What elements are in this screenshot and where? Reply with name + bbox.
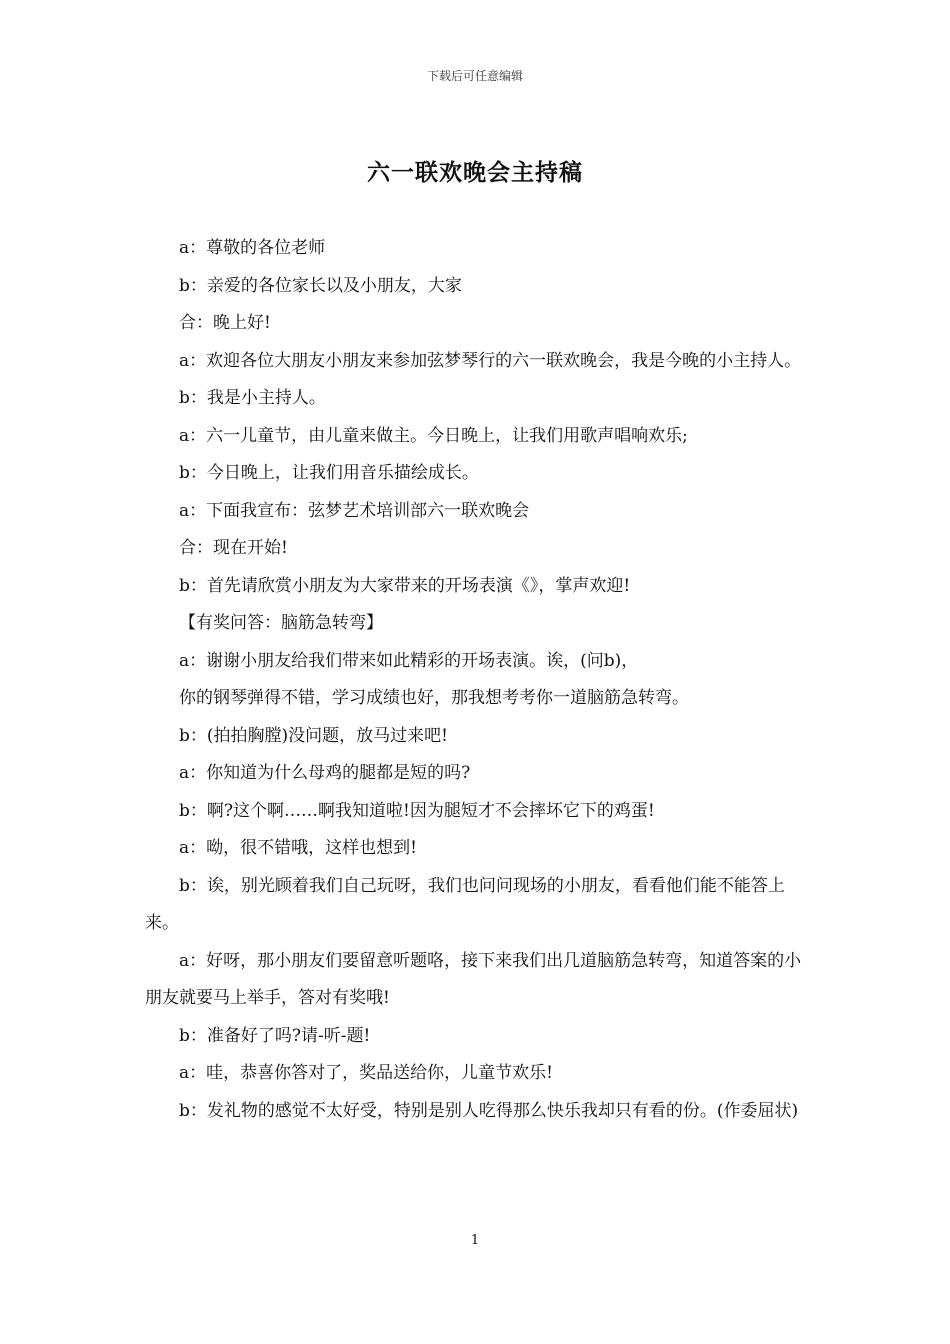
paragraph: a：呦，很不错哦，这样也想到! (179, 838, 417, 858)
paragraph: a：谢谢小朋友给我们带来如此精彩的开场表演。诶，(问b)， (179, 650, 639, 671)
header-note: 下载后可任意编辑 (426, 69, 523, 83)
paragraph: a：哇，恭喜你答对了，奖品送给你，儿童节欢乐! (179, 1063, 553, 1083)
paragraph: b：啊?这个啊……啊我知道啦!因为腿短才不会摔坏它下的鸡蛋! (179, 800, 655, 821)
paragraph: a：好呀，那小朋友们要留意听题咯，接下来我们出几道脑筋急转弯，知道答案的小朋友就要马上举手，答对有奖哦! (145, 950, 802, 1008)
paragraph: a：下面我宣布：弦梦艺术培训部六一联欢晚会 (179, 500, 530, 521)
paragraph: 合：晚上好! (179, 313, 271, 333)
paragraph: b：诶，别光顾着我们自己玩呀，我们也问问现场的小朋友，看看他们能不能答上来。 (145, 875, 785, 933)
section-heading: 【有奖问答：脑筋急转弯】 (179, 613, 383, 633)
paragraph: b：发礼物的感觉不太好受，特别是别人吃得那么快乐我却只有看的份。(作委屈状) (179, 1100, 799, 1121)
paragraph: a：六一儿童节，由儿童来做主。今日晚上，让我们用歌声唱响欢乐; (179, 425, 688, 446)
document-title: 六一联欢晚会主持稿 (367, 159, 583, 186)
paragraph: b：亲爱的各位家长以及小朋友，大家 (179, 275, 462, 296)
paragraph: a：欢迎各位大朋友小朋友来参加弦梦琴行的六一联欢晚会，我是今晚的小主持人。 (179, 350, 802, 371)
paragraph: a：尊敬的各位老师 (179, 238, 326, 258)
paragraph: b：我是小主持人。 (179, 388, 326, 408)
paragraph: b：(拍拍胸膛)没问题，放马过来吧! (179, 725, 448, 746)
paragraph: 合：现在开始! (179, 538, 288, 558)
document-body (145, 230, 810, 1130)
paragraph: b：首先请欣赏小朋友为大家带来的开场表演《》，掌声欢迎! (179, 575, 631, 596)
paragraph: b：准备好了吗?请-听-题! (179, 1025, 371, 1046)
paragraph: b：今日晚上，让我们用音乐描绘成长。 (179, 463, 479, 483)
page-number: 1 (470, 1233, 480, 1248)
paragraph: a：你知道为什么母鸡的腿都是短的吗? (179, 763, 471, 783)
paragraph: 你的钢琴弹得不错，学习成绩也好，那我想考考你一道脑筋急转弯。 (179, 688, 689, 708)
